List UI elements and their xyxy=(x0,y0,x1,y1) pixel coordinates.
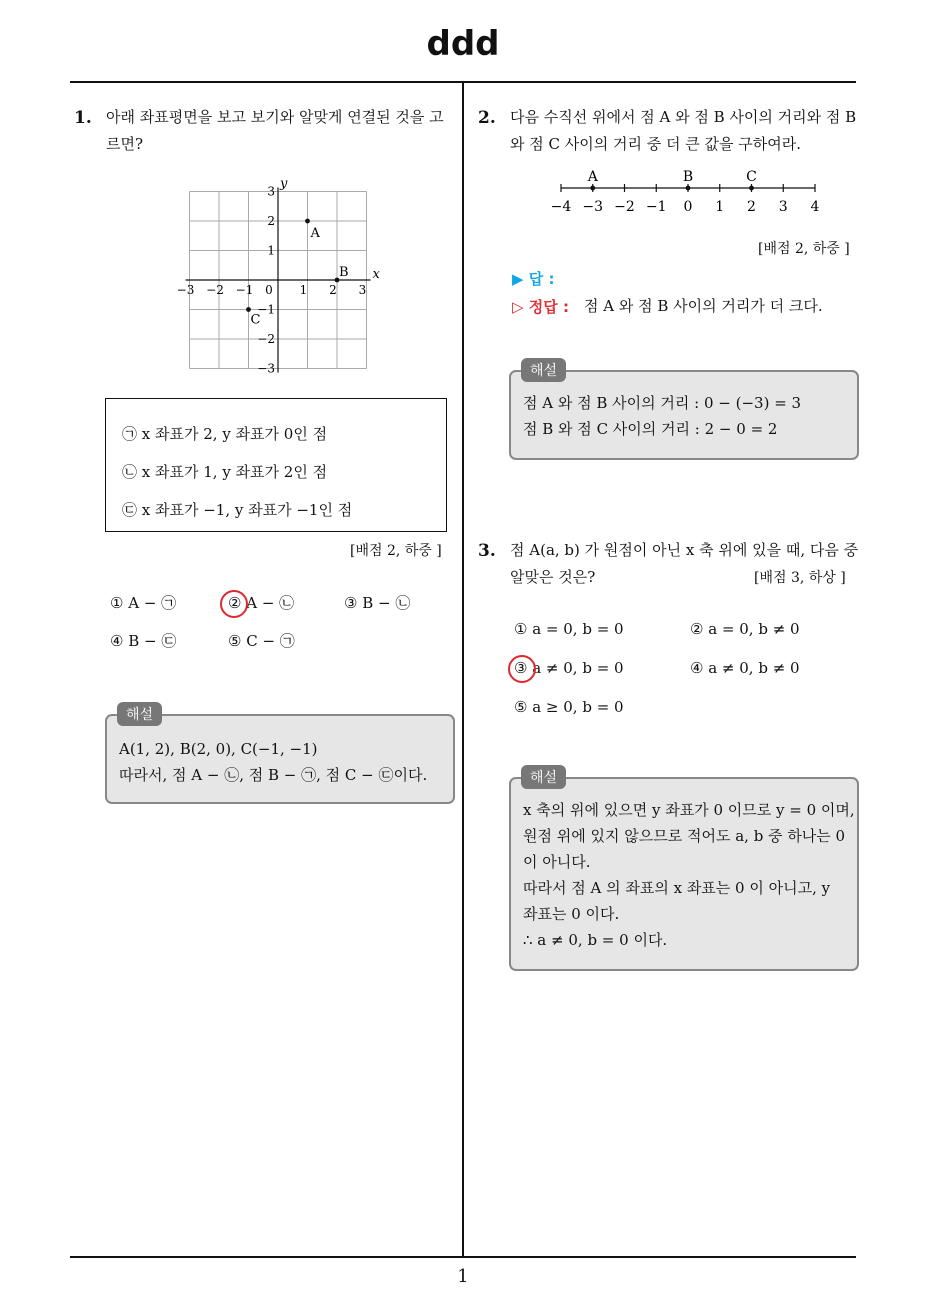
x-tick-label: 1 xyxy=(299,283,308,297)
question-2-number: 2. xyxy=(478,108,496,128)
question-1-number: 1. xyxy=(74,108,92,128)
x-tick-label: −1 xyxy=(235,283,254,297)
number-line xyxy=(540,166,830,220)
question-1-text xyxy=(106,104,456,158)
x-tick-label: 3 xyxy=(358,283,367,297)
y-tick-label: 2 xyxy=(267,214,275,228)
footer-rule xyxy=(70,1256,856,1258)
q3-choice-3[interactable]: ③ a ≠ 0, b = 0 xyxy=(514,659,624,677)
explanation-tag-2: 해설 xyxy=(521,358,566,382)
number-line-point-a xyxy=(590,186,595,191)
question-2-score: [배점 2, 하중 ] xyxy=(758,241,850,257)
choice-4[interactable]: ④ B − ㉢ xyxy=(110,632,177,650)
question-3-text-line2: 알맞은 것은? xyxy=(510,568,596,586)
x-tick-label: 2 xyxy=(329,283,337,297)
q3-choice-4[interactable]: ④ a ≠ 0, b ≠ 0 xyxy=(690,659,800,677)
selected-answer-mark xyxy=(220,590,248,618)
choice-5[interactable]: ⑤ C − ㉠ xyxy=(228,632,295,650)
page-title: ddd xyxy=(426,24,500,64)
explanation-3-line6: ∴ a ≠ 0, b = 0 이다. xyxy=(523,931,668,949)
number-line-points xyxy=(587,169,757,190)
point-label-a: A xyxy=(310,226,320,241)
number-line-tick-label: −4 xyxy=(550,199,572,215)
condition-1: ㉠ x 좌표가 2, y 좌표가 0인 점 xyxy=(122,425,328,443)
explanation-2-line2: 점 B 와 점 C 사이의 거리 : 2 − 0 = 2 xyxy=(523,420,778,438)
number-line-tick-label: −2 xyxy=(614,199,635,215)
correct-answer-text: 점 A 와 점 B 사이의 거리가 더 크다. xyxy=(584,297,823,315)
explanation-1-line1: A(1, 2), B(2, 0), C(−1, −1) xyxy=(119,740,318,758)
number-line-tick-label: 0 xyxy=(683,199,693,215)
number-line-point-b xyxy=(686,186,691,191)
condition-3: ㉢ x 좌표가 −1, y 좌표가 −1인 점 xyxy=(122,501,353,519)
number-line-tick-label: −1 xyxy=(645,199,667,215)
explanation-box-2 xyxy=(509,370,859,460)
x-tick-label: −2 xyxy=(206,283,224,297)
question-2-text-line1: 다음 수직선 위에서 점 A 와 점 B 사이의 거리와 점 B xyxy=(510,108,857,126)
question-2-text-line2: 와 점 C 사이의 거리 중 더 큰 값을 구하여라. xyxy=(510,135,801,153)
q3-choice-2[interactable]: ② a = 0, b ≠ 0 xyxy=(690,620,800,638)
question-3-number: 3. xyxy=(478,541,496,561)
question-1-score: [배점 2, 하중 ] xyxy=(350,543,442,559)
number-line-point-label-a: A xyxy=(587,169,598,185)
choice-3[interactable]: ③ B − ㉡ xyxy=(344,594,411,612)
correct-answer-label: ▷ 정답 : xyxy=(512,298,569,316)
number-line-tick-label: 2 xyxy=(747,199,756,215)
explanation-2-line1: 점 A 와 점 B 사이의 거리 : 0 − (−3) = 3 xyxy=(523,394,802,412)
point-label-b: B xyxy=(339,265,349,280)
question-1-text-line1: 아래 좌표평면을 보고 보기와 알맞게 연결된 것을 고 xyxy=(106,108,444,126)
explanation-1-line2: 따라서, 점 A − ㉡, 점 B − ㉠, 점 C − ㉢이다. xyxy=(119,766,428,784)
point-c xyxy=(246,307,251,312)
answer-label: ▶ 답 : xyxy=(512,270,555,288)
number-line-tick-labels xyxy=(551,199,820,215)
choice-2[interactable]: ② A − ㉡ xyxy=(228,594,295,612)
choice-1[interactable]: ① A − ㉠ xyxy=(110,594,177,612)
conditions-box xyxy=(105,398,447,532)
column-divider xyxy=(462,82,464,1257)
y-tick-label: −1 xyxy=(257,302,275,317)
number-line-point-label-b: B xyxy=(682,169,694,185)
q3-choice-1[interactable]: ① a = 0, b = 0 xyxy=(514,620,624,638)
explanation-3-line1: x 축의 위에 있으면 y 좌표가 0 이므로 y = 0 이며, xyxy=(523,801,855,819)
number-line-tick-label: 1 xyxy=(715,199,725,215)
q3-choice-5[interactable]: ⑤ a ≥ 0, b = 0 xyxy=(514,698,624,716)
point-label-c: C xyxy=(250,312,261,328)
number-line-tick-label: 3 xyxy=(778,199,788,215)
number-line-tick-label: 4 xyxy=(810,199,820,215)
explanation-tag-1: 해설 xyxy=(117,702,162,726)
page-number: 1 xyxy=(457,1266,469,1287)
question-2-text xyxy=(510,104,860,158)
number-line-point-c xyxy=(749,186,754,191)
point-a xyxy=(305,219,310,224)
selected-answer-mark-q3 xyxy=(508,655,536,683)
y-tick-label: −2 xyxy=(257,332,275,346)
x-axis-label: x xyxy=(372,267,380,282)
explanation-tag-3: 해설 xyxy=(521,765,566,789)
coordinate-plane xyxy=(174,170,394,380)
y-tick-label: 1 xyxy=(267,243,275,258)
question-3-score: [배점 3, 하상 ] xyxy=(754,570,846,586)
explanation-3-line3: 이 아니다. xyxy=(523,853,591,871)
coordinate-axes xyxy=(186,177,381,373)
explanation-box-3 xyxy=(509,777,859,971)
explanation-3-line5: 좌표는 0 이다. xyxy=(523,905,620,923)
x-tick-label: −3 xyxy=(176,283,195,297)
explanation-3-line2: 원점 위에 있지 않으므로 적어도 a, b 중 하나는 0 xyxy=(523,827,846,845)
explanation-box-1 xyxy=(105,714,455,804)
number-line-tick-label: −3 xyxy=(582,199,604,215)
x-tick-label: 0 xyxy=(265,283,273,297)
question-3-text-line1: 점 A(a, b) 가 원점이 아닌 x 축 위에 있을 때, 다음 중 xyxy=(510,541,859,559)
condition-2: ㉡ x 좌표가 1, y 좌표가 2인 점 xyxy=(122,463,328,481)
explanation-3-line4: 따라서 점 A 의 좌표의 x 좌표는 0 이 아니고, y xyxy=(523,879,831,897)
question-1-text-line2: 르면? xyxy=(106,135,144,153)
y-tick-label: 3 xyxy=(267,184,275,199)
y-tick-label: −3 xyxy=(257,361,275,376)
number-line-point-label-c: C xyxy=(746,169,757,185)
y-axis-label: y xyxy=(280,176,288,192)
